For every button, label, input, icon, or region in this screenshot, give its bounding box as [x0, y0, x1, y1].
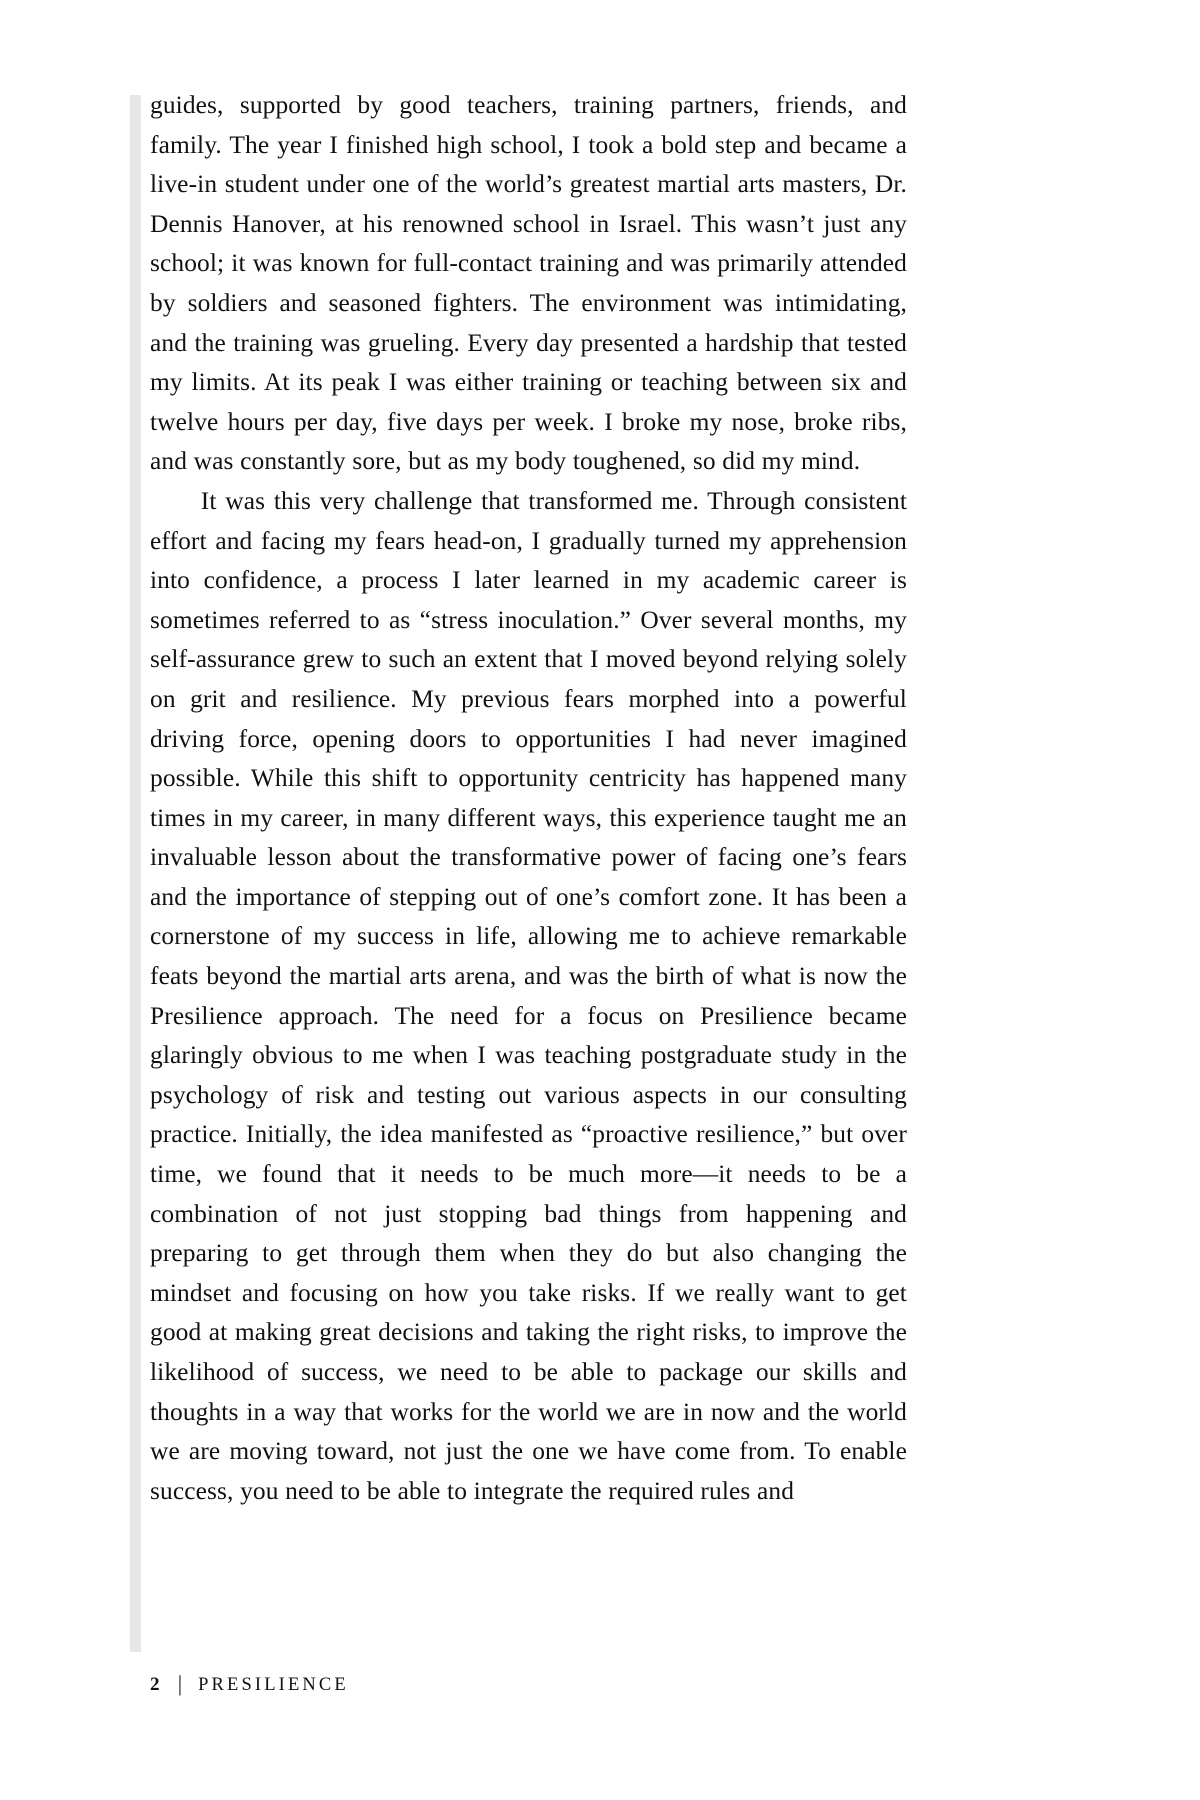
running-footer [150, 1672, 907, 1696]
body-text-column [150, 86, 907, 1511]
footer-divider: | [177, 1671, 183, 1696]
page-number: 2 [150, 1674, 160, 1695]
left-margin-rule [130, 95, 141, 1652]
body-paragraph-continuation: guides, supported by good teachers, training partners, friends, and family. The year I finished high school, I took a bold step and became a live-in student under one of the world’s greatest martial arts masters, Dr. Dennis Hanover, at his renowned school in Israel. This wasn’t just any school; it was known for full-contact training and was primarily attended by soldiers and seasoned fighters. The environment was intimidating, and the training was grueling. Every day presented a hardship that tested my limits. At its peak I was either training or teaching between six and twelve hours per day, five days per week. I broke my nose, broke ribs, and was constantly sore, but as my body toughened, so did my mind. [150, 91, 907, 476]
book-title: PRESILIENCE [198, 1675, 349, 1695]
body-paragraph-transformation: It was this very challenge that transformed me. Through consistent effort and facing my fears head-on, I gradually turned my apprehension into confidence, a process I later learned in my academic career is sometimes referred to as “stress inoculation.” Over several months, my self-assurance grew to such an extent that I moved beyond relying solely on grit and resilience. My previous fears morphed into a powerful driving force, opening doors to opportunities I had never imagined possible. While this shift to opportunity centricity has happened many times in my career, in many different ways, this experience taught me an invaluable lesson about the transformative power of facing one’s fears and the importance of stepping out of one’s comfort zone. It has been a cornerstone of my success in life, allowing me to achieve remarkable feats beyond the martial arts arena, and was the birth of what is now the Presilience approach. The need for a focus on Presilience became glaringly obvious to me when I was teaching postgraduate study in the psychology of risk and testing out various aspects in our consulting practice. Initially, the idea manifested as “proactive resilience,” but over time, we found that it needs to be much more—it needs to be a combination of not just stopping bad things from happening and preparing to get through them when they do but also changing the mindset and focusing on how you take risks. If we really want to get good at making great decisions and taking the right risks, to improve the likelihood of success, we need to be able to package our skills and thoughts in a way that works for the world we are in now and the world we are moving toward, not just the one we have come from. To enable success, you need to be able to integrate the required rules and [150, 486, 907, 1505]
